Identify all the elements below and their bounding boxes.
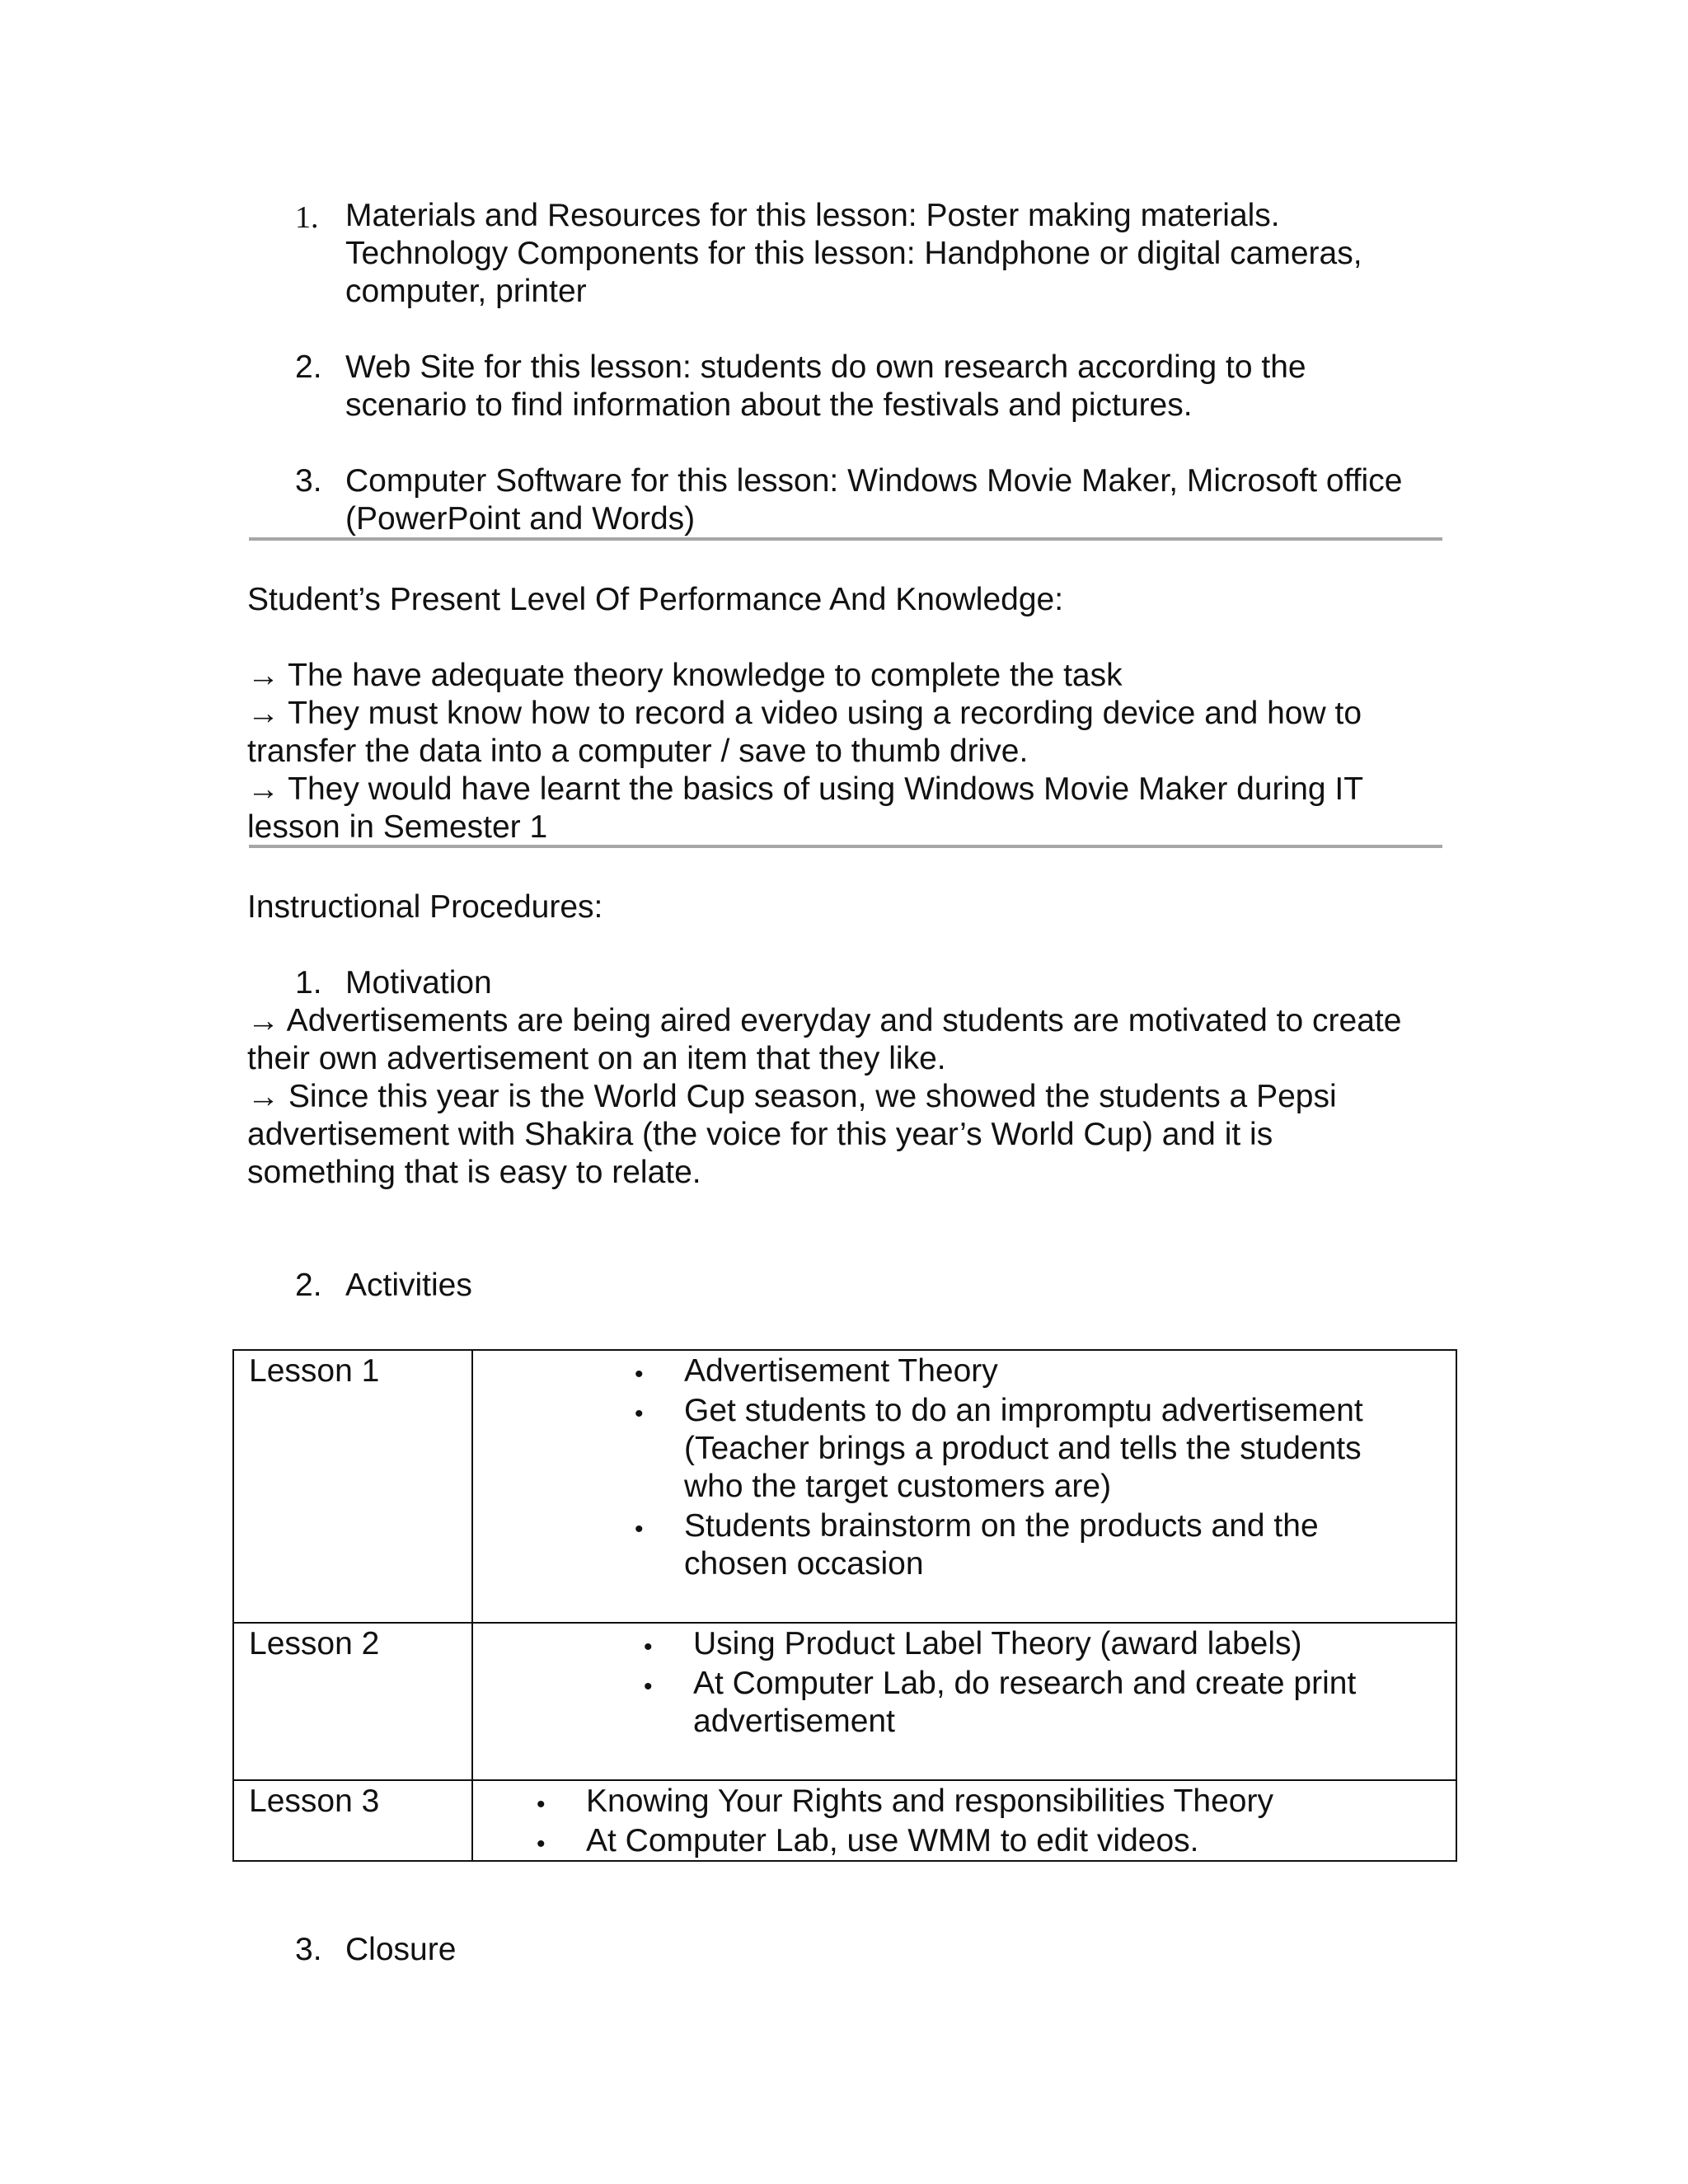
activity-item: Knowing Your Rights and responsibilities Theory: [586, 1783, 1273, 1819]
list-number: 2.: [295, 1268, 322, 1303]
activity-item: Using Product Label Theory (award labels): [693, 1626, 1302, 1661]
resource-text-line: Technology Components for this lesson: Handphone or digital cameras,: [345, 236, 1362, 271]
resource-text-line: (PowerPoint and Words): [345, 501, 696, 537]
activity-cell: [472, 1623, 1456, 1780]
lesson-cell: [233, 1350, 472, 1623]
activity-item: Advertisement Theory: [684, 1353, 998, 1389]
performance-line: → The have adequate theory knowledge to complete the task: [247, 658, 1123, 693]
bullet-icon: •: [635, 1400, 644, 1427]
closure-title: Closure: [345, 1932, 457, 1967]
activity-item: Get students to do an impromptu advertisement: [684, 1393, 1363, 1428]
resource-text-line: computer, printer: [345, 274, 587, 309]
list-number: 2.: [295, 349, 322, 385]
motivation-line: their own advertisement on an item that they like.: [247, 1041, 946, 1076]
activity-item: chosen occasion: [684, 1546, 924, 1582]
bullet-icon: •: [537, 1830, 546, 1858]
list-number: 3.: [295, 463, 322, 499]
list-number: 3.: [295, 1932, 322, 1967]
bullet-icon: •: [537, 1791, 546, 1818]
section-divider: [249, 537, 1442, 541]
section-divider: [249, 845, 1442, 848]
lesson-cell: [233, 1780, 472, 1861]
activities-table: [232, 1349, 1457, 1862]
procedures-heading: Instructional Procedures:: [247, 889, 603, 925]
motivation-line: → Since this year is the World Cup season, we showed the students a Pepsi: [247, 1079, 1337, 1114]
activities-title: Activities: [345, 1268, 472, 1303]
lesson-cell: [233, 1623, 472, 1780]
lesson-label: Lesson 2: [249, 1626, 380, 1661]
performance-line: transfer the data into a computer / save to thumb drive.: [247, 733, 1029, 769]
bullet-icon: •: [635, 1361, 644, 1388]
activity-item: At Computer Lab, do research and create print: [693, 1666, 1357, 1701]
table-row: [233, 1350, 1456, 1623]
activity-item: Students brainstorm on the products and the: [684, 1508, 1319, 1544]
bullet-icon: •: [635, 1516, 644, 1543]
motivation-line: → Advertisements are being aired everyday and students are motivated to create: [247, 1003, 1402, 1038]
activity-item: (Teacher brings a product and tells the students: [684, 1431, 1362, 1466]
activity-item: advertisement: [693, 1704, 895, 1739]
table-row: [233, 1623, 1456, 1780]
activity-item: who the target customers are): [684, 1469, 1112, 1504]
resource-text-line: Computer Software for this lesson: Windows Movie Maker, Microsoft office: [345, 463, 1403, 499]
motivation-line: something that is easy to relate.: [247, 1155, 701, 1190]
activity-item: At Computer Lab, use WMM to edit videos.: [586, 1823, 1199, 1858]
bullet-icon: •: [644, 1673, 653, 1700]
performance-line: → They would have learnt the basics of using Windows Movie Maker during IT: [247, 771, 1364, 807]
list-number: 1.: [295, 200, 319, 235]
lesson-label: Lesson 3: [249, 1783, 380, 1819]
activity-cell: [472, 1780, 1456, 1861]
table-row: [233, 1780, 1456, 1861]
resource-text-line: Web Site for this lesson: students do own research according to the: [345, 349, 1306, 385]
motivation-title: Motivation: [345, 965, 492, 1001]
motivation-line: advertisement with Shakira (the voice for this year’s World Cup) and it is: [247, 1117, 1273, 1152]
list-number: 1.: [295, 965, 322, 1001]
bullet-icon: •: [644, 1633, 653, 1661]
resource-text-line: scenario to find information about the festivals and pictures.: [345, 387, 1193, 423]
resource-text-line: Materials and Resources for this lesson: Poster making materials.: [345, 198, 1280, 233]
performance-line: lesson in Semester 1: [247, 809, 548, 845]
performance-heading: Student’s Present Level Of Performance And Knowledge:: [247, 582, 1064, 617]
activity-cell: [472, 1350, 1456, 1623]
lesson-label: Lesson 1: [249, 1353, 380, 1389]
performance-line: → They must know how to record a video using a recording device and how to: [247, 696, 1362, 731]
